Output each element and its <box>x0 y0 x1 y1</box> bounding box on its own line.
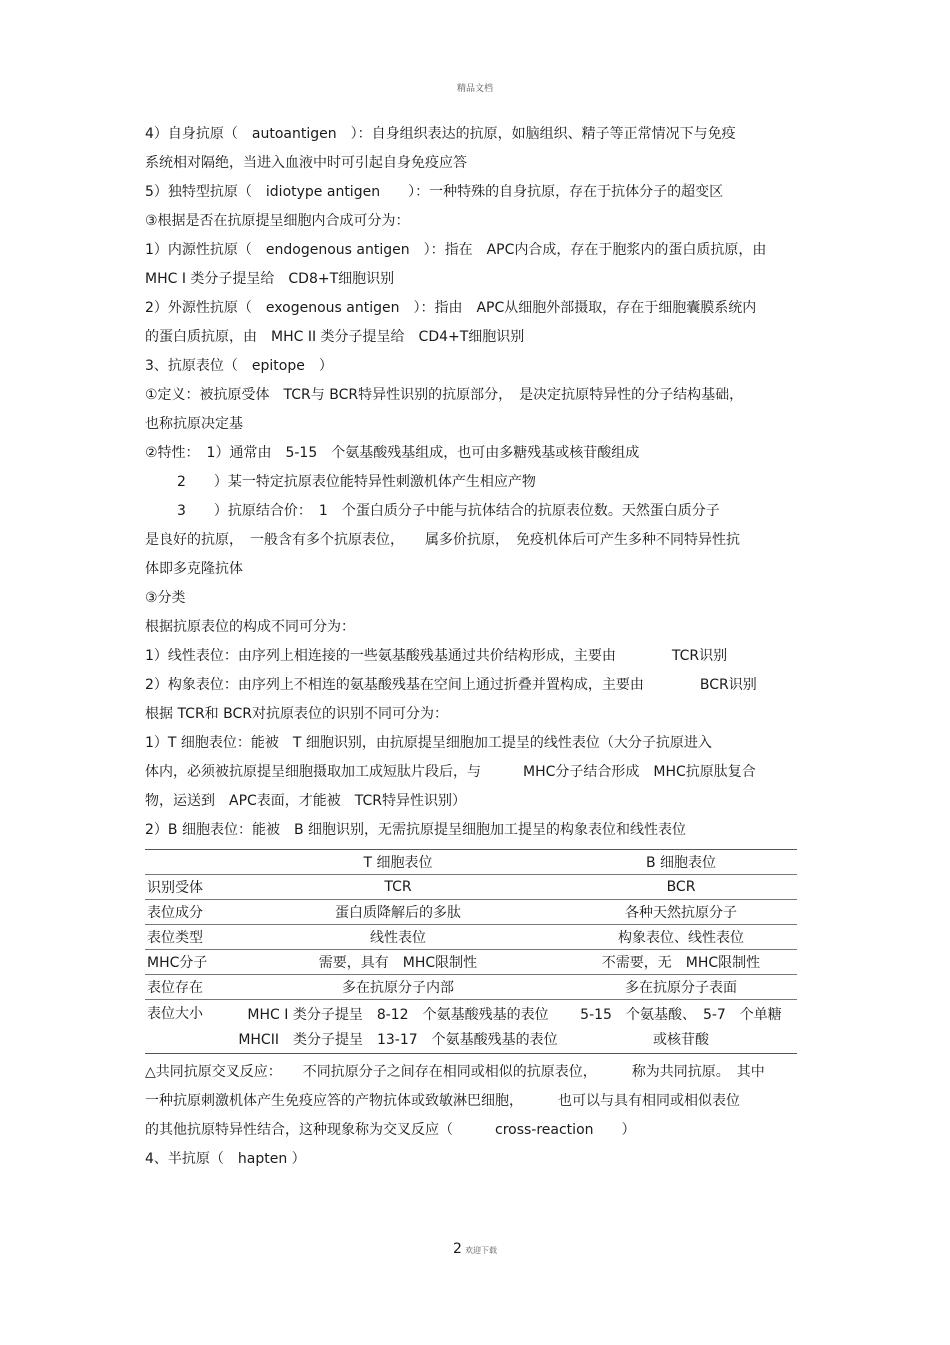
paragraphs-before-table <box>145 120 805 845</box>
paragraphs-after-table <box>145 1058 805 1174</box>
table-cell: 不需要，无 MHC限制性 <box>565 950 797 975</box>
text-line: △共同抗原交叉反应： 不同抗原分子之间存在相同或相似的抗原表位， 称为共同抗原。 其中 <box>145 1064 765 1080</box>
text-line: 4、半抗原（ hapten ） <box>145 1151 306 1167</box>
text-line: 系统相对隔绝，当进入血液中时可引起自身免疫应答 <box>145 155 467 171</box>
text-line: 3 ）抗原结合价： 1 个蛋白质分子中能与抗体结合的抗原表位数。天然蛋白质分子 <box>177 503 720 519</box>
text-line: 的蛋白质抗原，由 MHC II 类分子提呈给 CD4+T细胞识别 <box>145 329 525 345</box>
table-row <box>145 875 797 900</box>
text-line: ③分类 <box>145 590 186 606</box>
page-number: 2 <box>453 1241 462 1257</box>
table-cell: BCR <box>565 875 797 900</box>
epitope-comparison-table <box>145 849 797 1054</box>
text-line: MHC I 类分子提呈给 CD8+T细胞识别 <box>145 271 395 287</box>
table-header-cell: T 细胞表位 <box>231 850 565 875</box>
text-line: 根据 TCR和 BCR对抗原表位的识别不同可分为： <box>145 706 448 722</box>
text-line: ①定义：被抗原受体 TCR与 BCR特异性识别的抗原部分， 是决定抗原特异性的分子结构基础， <box>145 387 744 403</box>
row-label: MHC分子 <box>145 950 231 975</box>
text-line: 4）自身抗原（ autoantigen ）：自身组织表达的抗原，如脑组织、精子等正常情况下与免疫 <box>145 126 736 142</box>
table-header-row <box>145 850 797 875</box>
text-line: ③根据是否在抗原提呈细胞内合成可分为： <box>145 213 410 229</box>
document-body <box>145 120 805 1174</box>
text-line: 体内，必须被抗原提呈细胞摄取加工成短肽片段后，与 MHC分子结合形成 MHC抗原肽复合 <box>145 764 756 780</box>
row-label: 表位类型 <box>145 925 231 950</box>
row-label: 表位存在 <box>145 975 231 1000</box>
table-cell: 需要，具有 MHC限制性 <box>231 950 565 975</box>
text-line: 2）构象表位：由序列上不相连的氨基酸残基在空间上通过折叠并置构成，主要由 BCR识别 <box>145 677 757 693</box>
cell-line: MHC I 类分子提呈 8-12 个氨基酸残基的表位 <box>247 1007 549 1023</box>
text-line: 2）B 细胞表位：能被 B 细胞识别，无需抗原提呈细胞加工提呈的构象表位和线性表位 <box>145 822 687 838</box>
text-line: 的其他抗原特异性结合，这种现象称为交叉反应（ cross-reaction ） <box>145 1122 636 1138</box>
text-line: 1）内源性抗原（ endogenous antigen ）：指在 APC内合成，存在于胞浆内的蛋白质抗原，由 <box>145 242 767 258</box>
text-line: 物，运送到 APC表面，才能被 TCR特异性识别） <box>145 793 467 809</box>
table-row <box>145 900 797 925</box>
table-cell <box>231 1000 565 1054</box>
text-line: 也称抗原决定基 <box>145 416 243 432</box>
page-footer <box>0 1241 950 1257</box>
cell-line: 5-15 个氨基酸、 5-7 个单糖 <box>580 1007 782 1023</box>
table-header-cell <box>145 850 231 875</box>
page-header: 精品文档 <box>456 84 493 94</box>
text-line: 2）外源性抗原（ exogenous antigen ）：指由 APC从细胞外部摄取，存在于细胞囊膜系统内 <box>145 300 757 316</box>
text-line: 根据抗原表位的构成不同可分为： <box>145 619 355 635</box>
table-row <box>145 1000 797 1054</box>
row-label: 表位成分 <box>145 900 231 925</box>
table-row <box>145 925 797 950</box>
text-line: 1）T 细胞表位：能被 T 细胞识别，由抗原提呈细胞加工提呈的线性表位（大分子抗原进入 <box>145 735 712 751</box>
text-line: 2 ）某一特定抗原表位能特异性刺激机体产生相应产物 <box>177 474 536 490</box>
cell-line: MHCII 类分子提呈 13-17 个氨基酸残基的表位 <box>238 1032 558 1048</box>
table-header-cell: B 细胞表位 <box>565 850 797 875</box>
text-line: 1）线性表位：由序列上相连接的一些氨基酸残基通过共价结构形成，主要由 TCR识别 <box>145 648 728 664</box>
table-row <box>145 975 797 1000</box>
text-line: 是良好的抗原， 一般含有多个抗原表位， 属多价抗原， 免疫机体后可产生多种不同特异性抗 <box>145 532 740 548</box>
table-cell: 多在抗原分子内部 <box>231 975 565 1000</box>
table-cell: 各种天然抗原分子 <box>565 900 797 925</box>
text-line: 3、抗原表位（ epitope ） <box>145 358 333 374</box>
text-line: 体即多克隆抗体 <box>145 561 243 577</box>
text-line: 5）独特型抗原（ idiotype antigen ）：一种特殊的自身抗原，存在于抗体分子的超变区 <box>145 184 724 200</box>
row-label: 识别受体 <box>145 875 231 900</box>
text-line: ②特性： 1）通常由 5-15 个氨基酸残基组成，也可由多糖残基或核苷酸组成 <box>145 445 640 461</box>
table-cell <box>565 1000 797 1054</box>
table-cell: 线性表位 <box>231 925 565 950</box>
table-cell: 多在抗原分子表面 <box>565 975 797 1000</box>
table-cell: 构象表位、线性表位 <box>565 925 797 950</box>
row-label: 表位大小 <box>145 1000 231 1054</box>
text-line: 一种抗原刺激机体产生免疫应答的产物抗体或致敏淋巴细胞， 也可以与具有相同或相似表位 <box>145 1093 740 1109</box>
cell-line: 或核苷酸 <box>653 1032 709 1048</box>
table-row <box>145 950 797 975</box>
table-cell: TCR <box>231 875 565 900</box>
table-cell: 蛋白质降解后的多肽 <box>231 900 565 925</box>
footer-text: 欢迎下载 <box>464 1246 497 1255</box>
